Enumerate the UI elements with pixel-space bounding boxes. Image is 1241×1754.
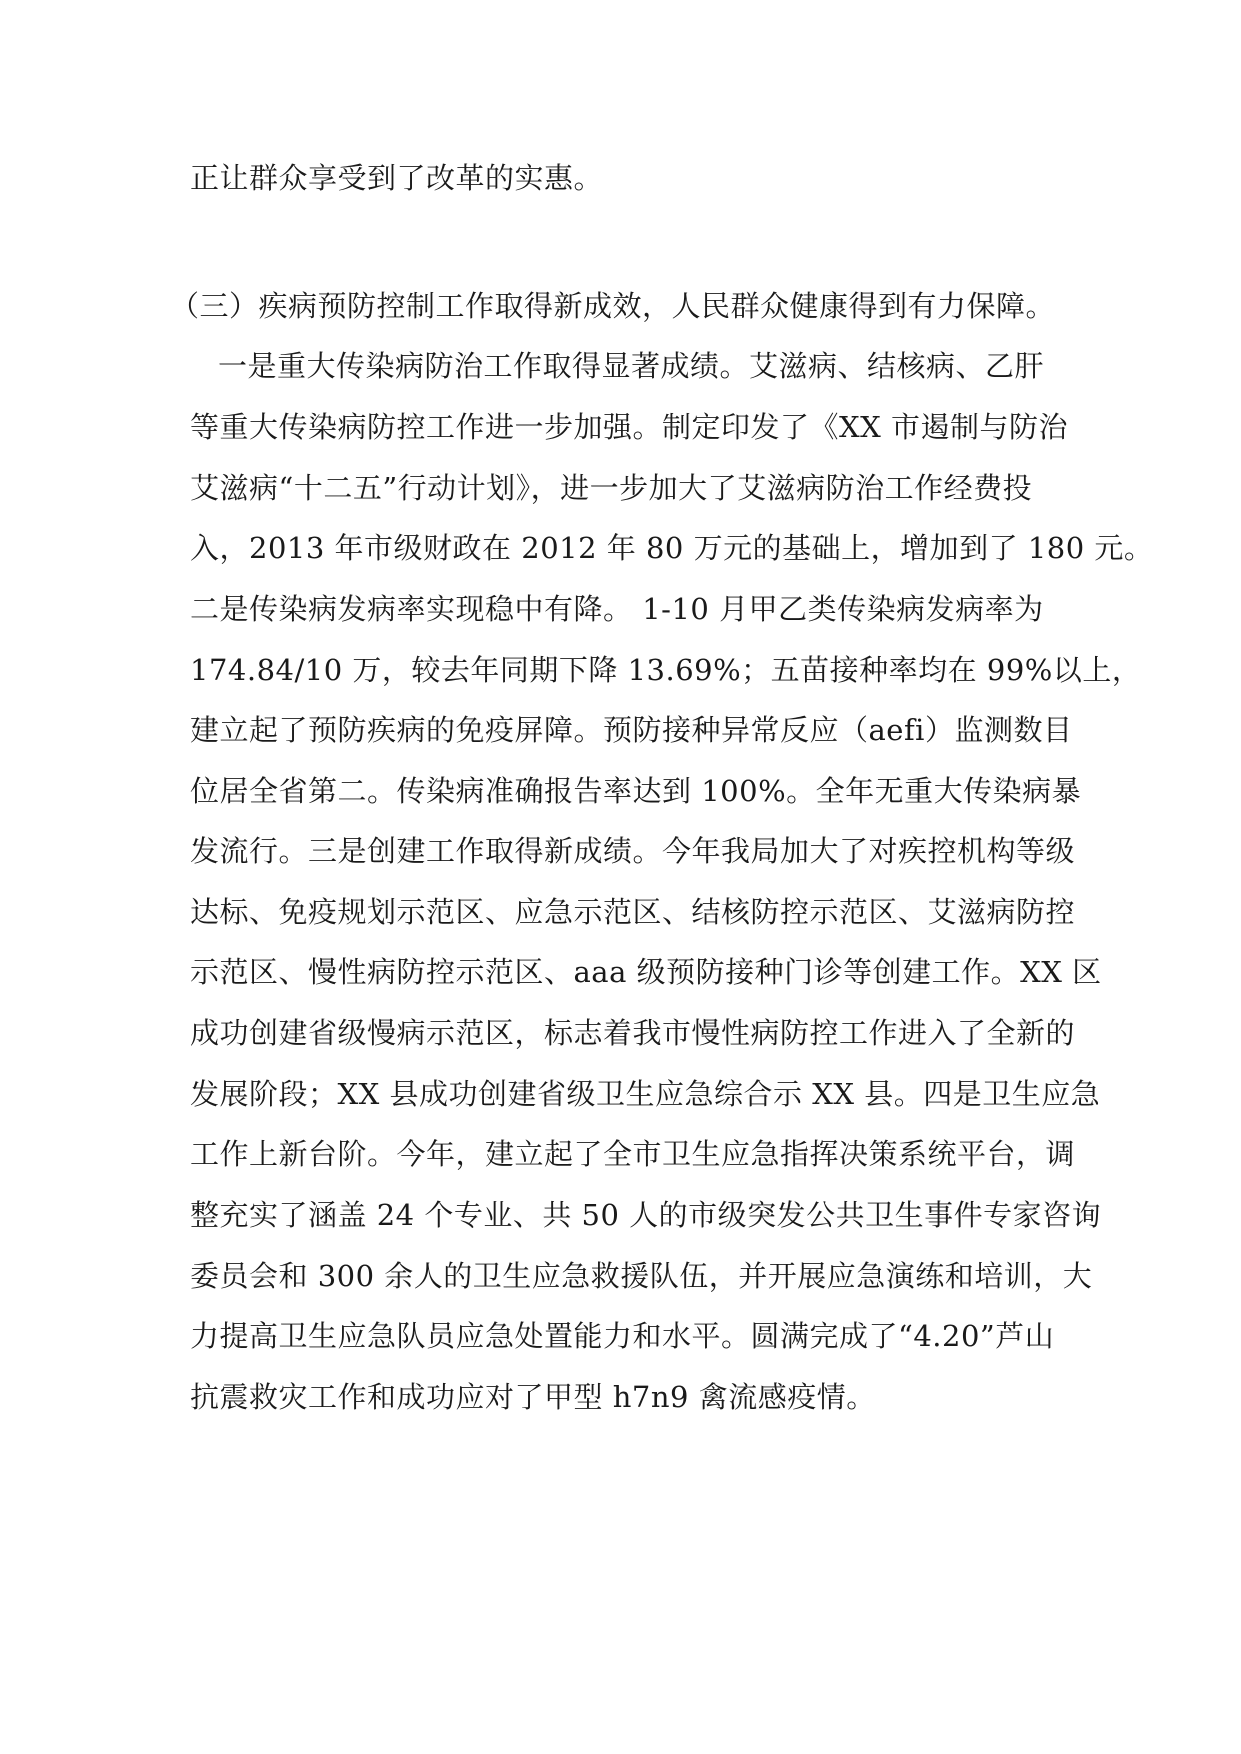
paragraph-line: 发展阶段；XX 县成功创建省级卫生应急综合示 XX 县。四是卫生应急: [190, 1077, 1101, 1111]
section-heading: （三）疾病预防控制工作取得新成效，人民群众健康得到有力保障。: [170, 289, 1056, 323]
paragraph-line: 艾滋病“十二五”行动计划》，进一步加大了艾滋病防治工作经费投: [190, 471, 1033, 505]
paragraph-line: 174.84/10 万，较去年同期下降 13.69%；五苗接种率均在 99%以上，: [190, 653, 1142, 687]
paragraph-line: 力提高卫生应急队员应急处置能力和水平。圆满完成了“4.20”芦山: [190, 1319, 1055, 1353]
paragraph-line: 委员会和 300 余人的卫生应急救援队伍，并开展应急演练和培训，大: [190, 1259, 1093, 1293]
paragraph-line: 位居全省第二。传染病准确报告率达到 100%。全年无重大传染病暴: [190, 774, 1082, 808]
paragraph-line: 入，2013 年市级财政在 2012 年 80 万元的基础上，增加到了 180 元。: [190, 531, 1154, 565]
paragraph-line-1: 正让群众享受到了改革的实惠。: [190, 161, 604, 195]
paragraph-line-first: 一是重大传染病防治工作取得显著成绩。艾滋病、结核病、乙肝: [218, 349, 1045, 383]
paragraph-line: 达标、免疫规划示范区、应急示范区、结核防控示范区、艾滋病防控: [190, 895, 1076, 929]
paragraph-line: 二是传染病发病率实现稳中有降。 1-10 月甲乙类传染病发病率为: [190, 592, 1044, 626]
paragraph-line: 建立起了预防疾病的免疫屏障。预防接种异常反应（aefi）监测数目: [190, 713, 1073, 747]
paragraph-line: 等重大传染病防控工作进一步加强。制定印发了《XX 市遏制与防治: [190, 410, 1069, 444]
paragraph-line: 成功创建省级慢病示范区，标志着我市慢性病防控工作进入了全新的: [190, 1016, 1076, 1050]
paragraph-line-last: 抗震救灾工作和成功应对了甲型 h7n9 禽流感疫情。: [190, 1380, 876, 1414]
paragraph-line: 发流行。三是创建工作取得新成绩。今年我局加大了对疾控机构等级: [190, 834, 1076, 868]
paragraph-line: 示范区、慢性病防控示范区、aaa 级预防接种门诊等创建工作。XX 区: [190, 955, 1102, 989]
paragraph-line: 整充实了涵盖 24 个专业、共 50 人的市级突发公共卫生事件专家咨询: [190, 1198, 1102, 1232]
paragraph-line: 工作上新台阶。今年，建立起了全市卫生应急指挥决策系统平台，调: [190, 1137, 1076, 1171]
